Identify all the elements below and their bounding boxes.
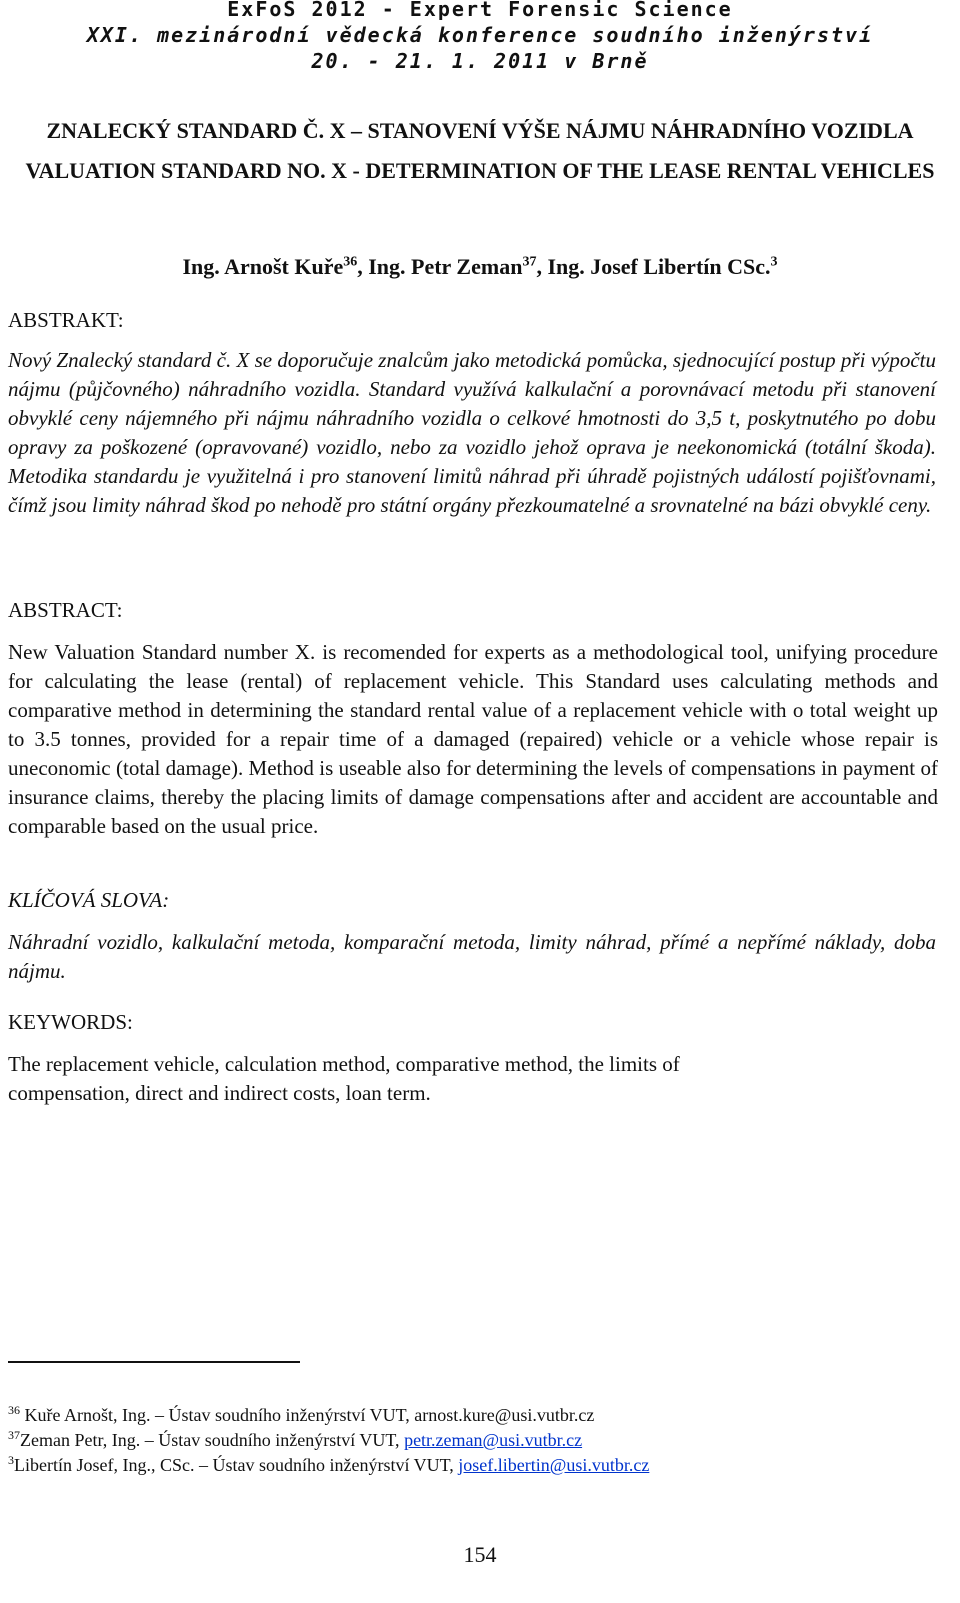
footnote-number: 37 (8, 1428, 20, 1442)
footnote-number: 3 (8, 1453, 14, 1467)
footnote-email-link[interactable]: petr.zeman@usi.vutbr.cz (404, 1430, 583, 1450)
klicova-slova-text: Náhradní vozidlo, kalkulační metoda, komparační metoda, limity náhrad, přímé a nepřímé náklady, doba nájmu. (8, 930, 936, 983)
footnote-text: Libertín Josef, Ing., CSc. – Ústav soudního inženýrství VUT, (14, 1455, 459, 1475)
footnote-text: Kuře Arnošt, Ing. – Ústav soudního inženýrství VUT, (24, 1405, 415, 1425)
author-3-footnote-ref: 3 (770, 254, 778, 270)
header-line-3: 20. - 21. 1. 2011 v Brně (311, 49, 649, 73)
author-3: , Ing. Josef Libertín CSc. (536, 254, 771, 279)
title-czech: ZNALECKÝ STANDARD Č. X – STANOVENÍ VÝŠE NÁJMU NÁHRADNÍHO VOZIDLA (46, 118, 914, 143)
header-line-2: XXI. mezinárodní vědecká konference soudního inženýrství (86, 23, 874, 47)
footnote-3 (8, 1453, 649, 1478)
header-line-1: ExFoS 2012 - Expert Forensic Science (227, 0, 733, 21)
footnotes (8, 1403, 649, 1478)
author-1-footnote-ref: 36 (343, 254, 358, 270)
abstrakt-text: Nový Znalecký standard č. X se doporučuje znalcům jako metodická pomůcka, sjednocující postup při výpočtu nájmu (půjčovného) náhradního vozidla. Standard využívá kalkulační a porovnávací metodu při stanovení obvyklé ceny nájemného při nájmu náhradního vozidla o celkové hmotnosti do 3,5 t, poskytnutého po dobu opravy za poškozené (opravované) vozidlo, nebo za vozidlo jehož oprava je neekonomická (totální škoda). Metodika standardu je využitelná i pro stanovení limitů náhrad při úhradě pojistných událostí pojišťovnami, čímž jsou limity náhrad škod po nehodě pro státní orgány přezkoumatelné a srovnatelné na bázi obvyklé ceny. (8, 348, 936, 517)
keywords-text: The replacement vehicle, calculation method, comparative method, the limits of compensation, direct and indirect costs, loan term. (8, 1052, 680, 1105)
abstract-text: New Valuation Standard number X. is recomended for experts as a methodological tool, unifying procedure for calculating the lease (rental) of replacement vehicle. This Standard uses calculating methods and comparative method in determining the standard rental value of a replacement vehicle with o total weight up to 3.5 tonnes, provided for a repair time of a damaged (repaired) vehicle or a vehicle whose repair is uneconomic (total damage). Method is useable also for determining the levels of compensations in payment of insurance claims, thereby the placing limits of damage compensations after and accident are accountable and comparable based on the usual price. (8, 640, 938, 838)
conference-header (0, 0, 960, 74)
page-number: 154 (463, 1542, 497, 1567)
footnote-36 (8, 1403, 649, 1428)
footnote-text: Zeman Petr, Ing. – Ústav soudního inženýrství VUT, (20, 1430, 405, 1450)
author-2: , Ing. Petr Zeman (357, 254, 523, 279)
footnote-separator (8, 1361, 300, 1363)
authors (0, 254, 960, 280)
footnote-email-link[interactable]: josef.libertin@usi.vutbr.cz (458, 1455, 650, 1475)
footnote-number: 36 (8, 1403, 20, 1417)
klicova-slova-label: KLÍČOVÁ SLOVA: (8, 888, 170, 912)
title-english: VALUATION STANDARD NO. X - DETERMINATION OF THE LEASE RENTAL VEHICLES (25, 158, 935, 183)
author-2-footnote-ref: 37 (522, 254, 537, 270)
footnote-37 (8, 1428, 649, 1453)
abstract-label: ABSTRACT: (8, 598, 123, 622)
author-1: Ing. Arnošt Kuře (182, 254, 344, 279)
abstrakt-label: ABSTRAKT: (8, 308, 124, 332)
keywords-label: KEYWORDS: (8, 1010, 133, 1034)
footnote-email: arnost.kure@usi.vutbr.cz (414, 1405, 595, 1425)
title-block (20, 116, 940, 185)
